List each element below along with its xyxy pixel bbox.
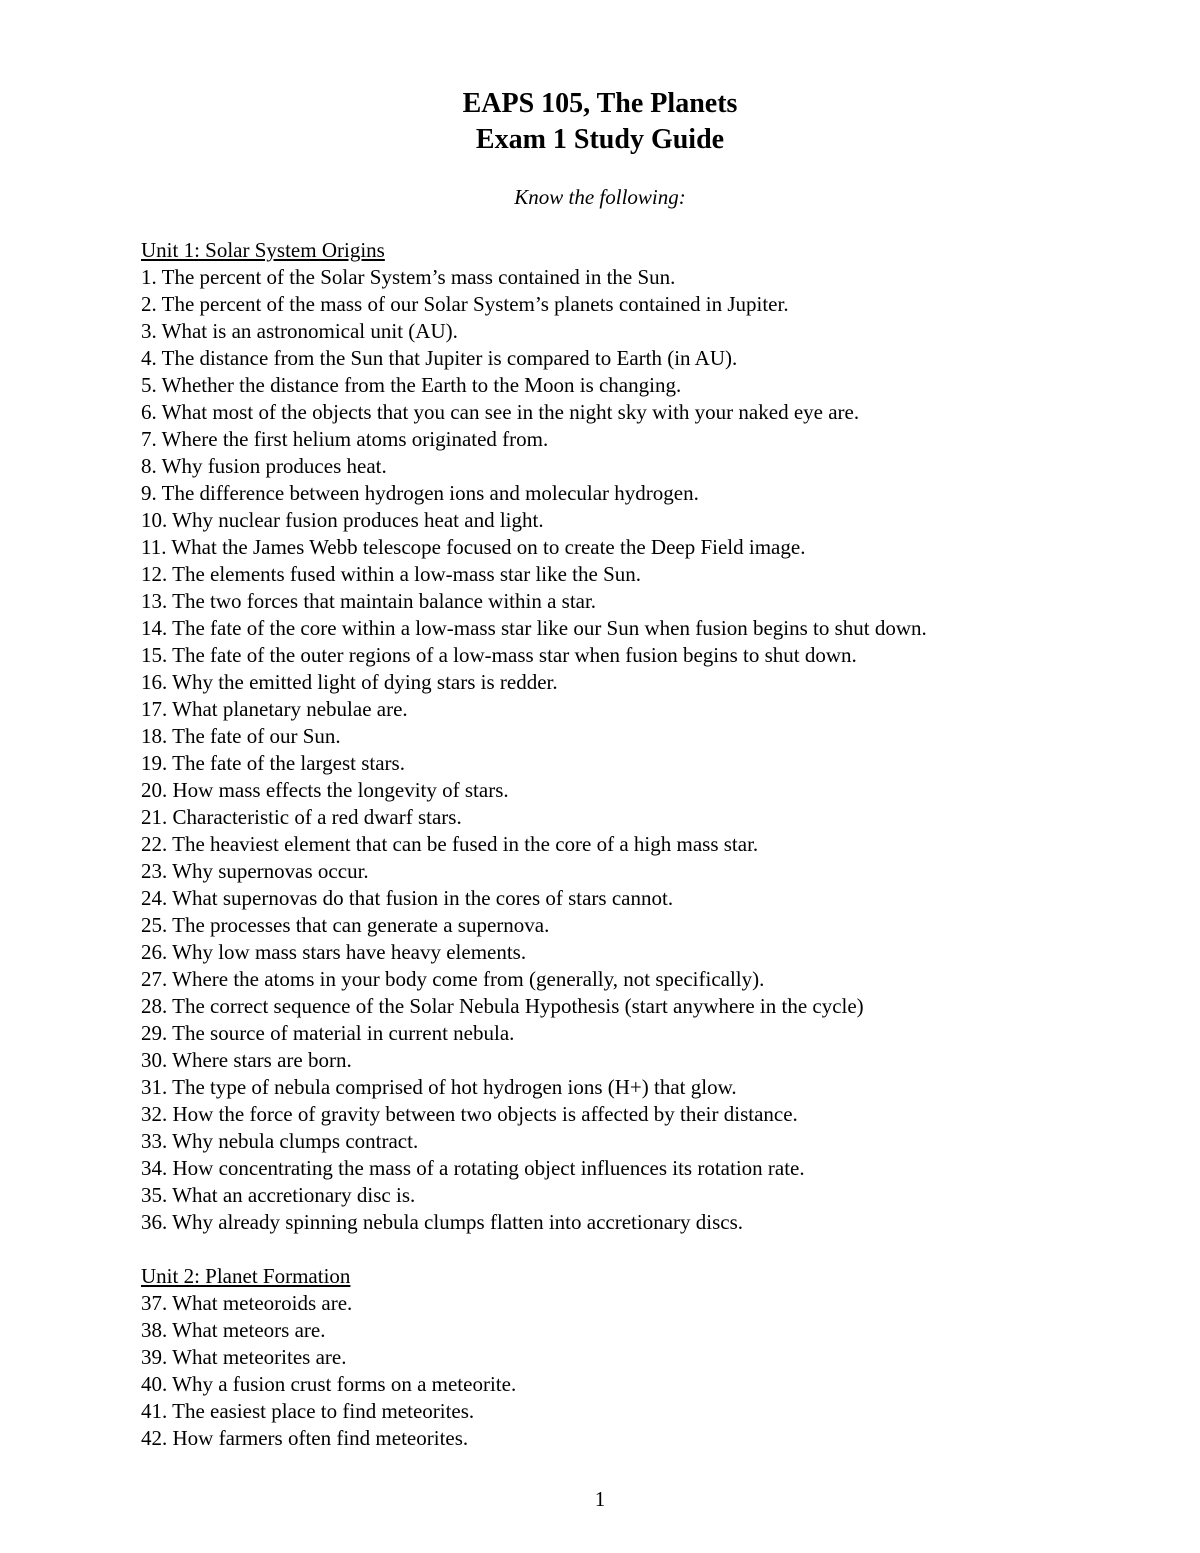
study-item: 24. What supernovas do that fusion in the cores of stars cannot. xyxy=(141,886,674,910)
unit-section xyxy=(141,1263,1141,1452)
unit-heading: Unit 2: Planet Formation xyxy=(141,1264,351,1288)
study-item: 39. What meteorites are. xyxy=(141,1345,347,1369)
study-item: 15. The fate of the outer regions of a low-mass star when fusion begins to shut down. xyxy=(141,643,857,667)
study-item: 6. What most of the objects that you can see in the night sky with your naked eye are. xyxy=(141,400,860,424)
study-item: 36. Why already spinning nebula clumps flatten into accretionary discs. xyxy=(141,1210,744,1234)
study-item: 40. Why a fusion crust forms on a meteorite. xyxy=(141,1372,517,1396)
study-item: 7. Where the first helium atoms originated from. xyxy=(141,427,549,451)
study-item: 9. The difference between hydrogen ions and molecular hydrogen. xyxy=(141,481,699,505)
study-item: 13. The two forces that maintain balance within a star. xyxy=(141,589,597,613)
study-item: 35. What an accretionary disc is. xyxy=(141,1183,416,1207)
study-item: 29. The source of material in current nebula. xyxy=(141,1021,515,1045)
study-item: 27. Where the atoms in your body come from (generally, not specifically). xyxy=(141,967,765,991)
study-item: 33. Why nebula clumps contract. xyxy=(141,1129,419,1153)
study-item: 19. The fate of the largest stars. xyxy=(141,751,405,775)
study-item: 14. The fate of the core within a low-mass star like our Sun when fusion begins to shut down. xyxy=(141,616,927,640)
page-number: 1 xyxy=(594,1487,606,1511)
study-item: 32. How the force of gravity between two objects is affected by their distance. xyxy=(141,1102,798,1126)
study-item: 4. The distance from the Sun that Jupiter is compared to Earth (in AU). xyxy=(141,346,738,370)
study-item: 37. What meteoroids are. xyxy=(141,1291,353,1315)
unit-section xyxy=(141,237,1141,1236)
study-guide-content xyxy=(141,237,1141,1452)
study-item: 8. Why fusion produces heat. xyxy=(141,454,387,478)
study-item: 30. Where stars are born. xyxy=(141,1048,352,1072)
study-item: 20. How mass effects the longevity of stars. xyxy=(141,778,509,802)
study-item: 2. The percent of the mass of our Solar System’s planets contained in Jupiter. xyxy=(141,292,789,316)
study-item: 42. How farmers often find meteorites. xyxy=(141,1426,469,1450)
study-item: 18. The fate of our Sun. xyxy=(141,724,341,748)
study-item: 22. The heaviest element that can be fused in the core of a high mass star. xyxy=(141,832,759,856)
study-item: 25. The processes that can generate a supernova. xyxy=(141,913,550,937)
study-item: 31. The type of nebula comprised of hot hydrogen ions (H+) that glow. xyxy=(141,1075,737,1099)
study-item: 5. Whether the distance from the Earth to the Moon is changing. xyxy=(141,373,682,397)
unit-heading: Unit 1: Solar System Origins xyxy=(141,238,385,262)
document-title: EAPS 105, The Planets xyxy=(462,88,738,119)
document-subtitle: Exam 1 Study Guide xyxy=(475,124,725,155)
study-item: 1. The percent of the Solar System’s mass contained in the Sun. xyxy=(141,265,676,289)
study-item: 41. The easiest place to find meteorites. xyxy=(141,1399,475,1423)
study-item: 11. What the James Webb telescope focused on to create the Deep Field image. xyxy=(141,535,806,559)
study-item: 12. The elements fused within a low-mass star like the Sun. xyxy=(141,562,642,586)
study-item: 3. What is an astronomical unit (AU). xyxy=(141,319,458,343)
study-item: 38. What meteors are. xyxy=(141,1318,326,1342)
intro-text: Know the following: xyxy=(514,185,686,209)
study-item: 28. The correct sequence of the Solar Nebula Hypothesis (start anywhere in the cycle) xyxy=(141,994,864,1018)
study-item: 34. How concentrating the mass of a rotating object influences its rotation rate. xyxy=(141,1156,805,1180)
study-item: 23. Why supernovas occur. xyxy=(141,859,369,883)
study-item: 16. Why the emitted light of dying stars is redder. xyxy=(141,670,558,694)
study-item: 10. Why nuclear fusion produces heat and light. xyxy=(141,508,544,532)
study-item: 21. Characteristic of a red dwarf stars. xyxy=(141,805,462,829)
study-item: 17. What planetary nebulae are. xyxy=(141,697,408,721)
study-item: 26. Why low mass stars have heavy elements. xyxy=(141,940,527,964)
